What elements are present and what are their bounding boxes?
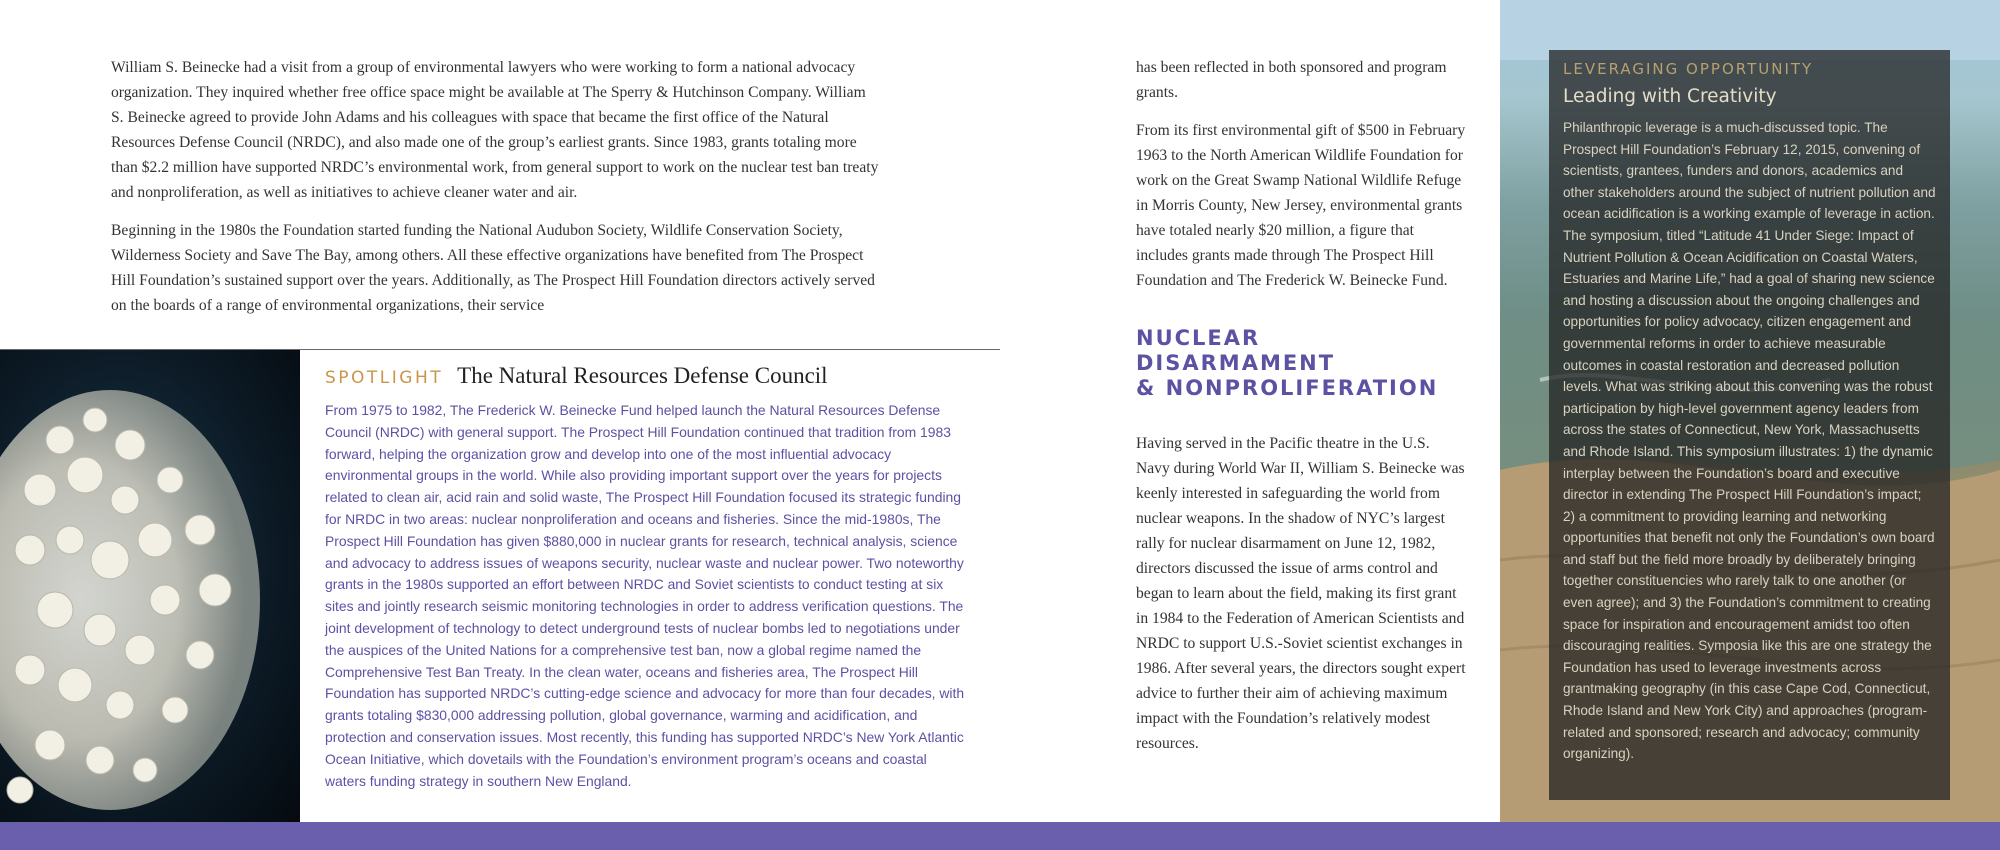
sidebar-kicker: LEVERAGING OPPORTUNITY [1563, 60, 1814, 78]
spotlight-header [325, 363, 965, 389]
spotlight-label: SPOTLIGHT [325, 368, 444, 388]
middle-column [1136, 55, 1466, 756]
nuclear-section-heading [1136, 326, 1466, 401]
footer-band [0, 822, 2000, 850]
intro-paragraph-2: Beginning in the 1980s the Foundation started funding the National Audubon Society, Wildlife Conservation Society, Wilderness Society and Save The Bay, among others. All these effective organizations have benefited from The Prospect Hill Foundation’s sustained support over the years. Additionally, as The Prospect Hill Foundation directors actively served on the boards of a range of environmental organizations, their service [111, 222, 875, 314]
nuclear-paragraph: Having served in the Pacific theatre in the U.S. Navy during World War II, William S. Beinecke was keenly interested in safeguarding the world from nuclear weapons. In the shadow of NYC’s largest rally for nuclear disarmament on June 12, 1982, directors discussed the issue of arms control and began to learn about the field, making its first grant in 1984 to the Federation of American Scientists and NRDC to support U.S.-Soviet scientist exchanges in 1986. After several years, the directors sought expert advice to further their aim of achieving maximum impact with the Foundation’s relatively modest resources. [1136, 435, 1466, 752]
coral-illustration [0, 350, 300, 822]
middle-paragraph-1: has been reflected in both sponsored and program grants. [1136, 59, 1447, 101]
intro-text [111, 55, 881, 318]
spotlight-title: The Natural Resources Defense Council [457, 363, 828, 388]
nuclear-heading-line-2: & NONPROLIFERATION [1136, 376, 1439, 400]
spotlight-body: From 1975 to 1982, The Frederick W. Beinecke Fund helped launch the Natural Resources Defense Council (NRDC) with general support. The Prospect Hill Foundation continued that tradition from 1983 forward, helping the organization grow and develop into one of the most influential advocacy environmental groups in the world. While also providing important support over the years for projects related to clean air, acid rain and solid waste, The Prospect Hill Foundation focused its strategic funding for NRDC in two areas: nuclear nonproliferation and oceans and fisheries. Since the mid-1980s, The Prospect Hill Foundation has given $880,000 in nuclear grants for research, technical analysis, science and advocacy to address issues of weapons security, nuclear waste and nuclear power. Two noteworthy grants in the 1980s supported an effort between NRDC and Soviet scientists to conduct testing at six sites and jointly research seismic monitoring technologies in order to address verification questions. The joint development of technology to detect underground tests of nuclear bombs led to negotiations under the auspices of the United Nations for a comprehensive test ban, now a global regime named the Comprehensive Test Ban Treaty. In the clean water, oceans and fisheries area, The Prospect Hill Foundation has supported NRDC’s cutting-edge science and advocacy for more than four decades, with grants totaling $830,000 addressing pollution, global governance, warming and acidification, and protection and conservation issues. Most recently, this funding has supported NRDC’s New York Atlantic Ocean Initiative, which dovetails with the Foundation’s environment program’s oceans and coastal waters funding strategy in southern New England. [325, 402, 965, 789]
coral-photo [0, 350, 300, 822]
spotlight-section [325, 363, 965, 792]
nuclear-heading-line-1: NUCLEAR DISARMAMENT [1136, 326, 1336, 375]
sidebar-title: Leading with Creativity [1563, 86, 1777, 107]
sidebar-panel [1549, 50, 1950, 800]
sidebar-body: Philanthropic leverage is a much-discussed topic. The Prospect Hill Foundation’s February 12, 2015, convening of scientists, grantees, funders and donors, academics and other stakeholders around the subject of nutrient pollution and ocean acidification is a working example of leverage in action. The symposium, titled “Latitude 41 Under Siege: Impact of Nutrient Pollution & Ocean Acidification on Coastal Waters, Estuaries and Marine Life,” had a goal of sharing new science and hosting a discussion about the ongoing challenges and opportunities for policy advocacy, citizen engagement and governmental reforms in order to achieve measurable outcomes in coastal restoration and decreased pollution levels. What was striking about this convening was the robust participation by high-level government agency leaders from across the states of Connecticut, New York, Massachusetts and Rhode Island. This symposium illustrates: 1) the dynamic interplay between the Foundation’s board and executive director in extending The Prospect Hill Foundation’s impact; 2) a commitment to providing learning and networking opportunities that benefit not only the Foundation’s own board and staff but the field more broadly by deliberately bringing together constituencies who rarely talk to one another (or even agree); and 3) the Foundation’s commitment to creating space for inspiration and encouragement amidst too often discouraging realities. Symposia like this are one strategy the Foundation has used to leverage investments across grantmaking geography (in this case Cape Cod, Connecticut, Rhode Island and New York City) and approaches (program-related and sponsored; research and advocacy; community organizing). [1563, 120, 1936, 762]
middle-paragraph-2: From its first environmental gift of $500 in February 1963 to the North American Wildlife Foundation for work on the Great Swamp National Wildlife Refuge in Morris County, New Jersey, environmental grants have totaled nearly $20 million, a figure that includes grants made through The Prospect Hill Foundation and The Frederick W. Beinecke Fund. [1136, 122, 1466, 289]
intro-paragraph-1: William S. Beinecke had a visit from a group of environmental lawyers who were working to form a national advocacy organization. They inquired whether free office space might be available at The Sperry & Hutchinson Company. William S. Beinecke agreed to provide John Adams and his colleagues with space that became the first office of the Natural Resources Defense Council (NRDC), and also made one of the group’s earliest grants. Since 1983, grants totaling more than $2.2 million have supported NRDC’s environmental work, from general support to work on the nuclear test ban treaty and nonproliferation, as well as initiatives to achieve cleaner water and air. [111, 59, 879, 201]
